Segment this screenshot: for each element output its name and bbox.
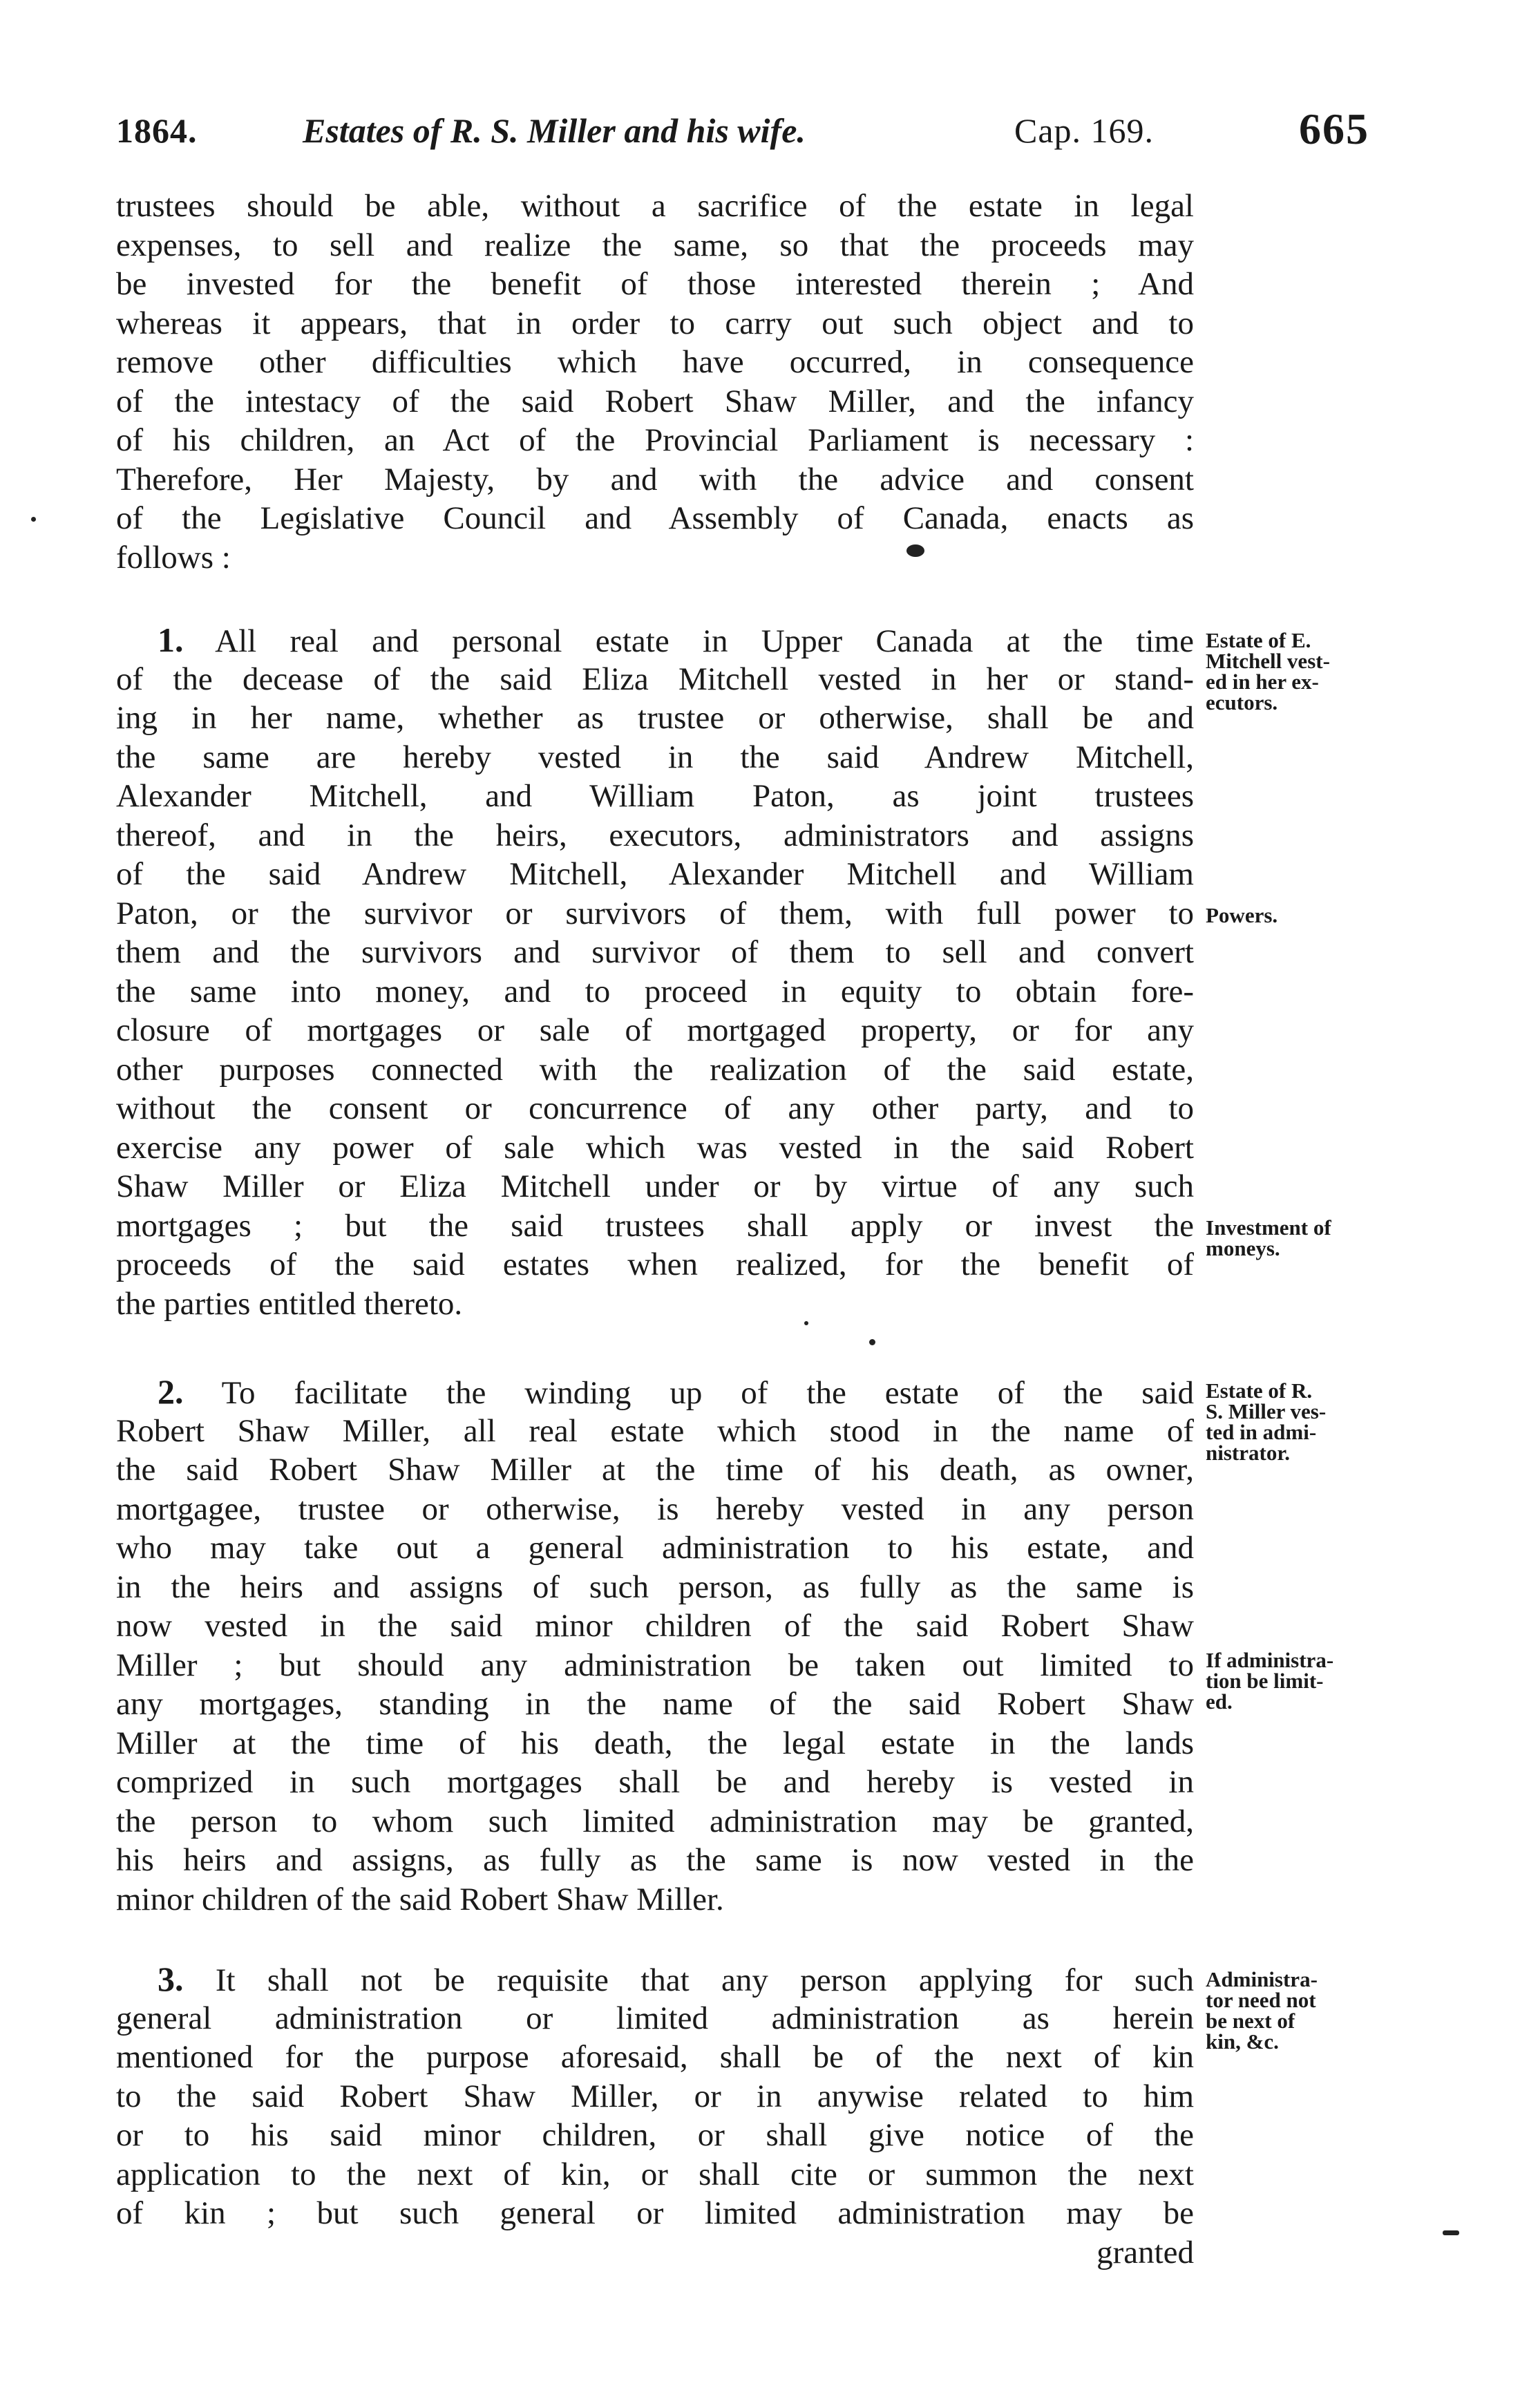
section-number: 3.	[158, 1960, 184, 1998]
text-line: of the intestacy of the said Robert Shaw Miller, and the infancy	[116, 383, 1194, 419]
margin-note: Powers.	[1206, 903, 1278, 927]
text-line: Therefore, Her Majesty, by and with the advice and consent	[116, 461, 1194, 497]
text-line: Miller at the time of his death, the legal estate in the lands	[116, 1725, 1194, 1761]
text-line: or to his said minor children, or shall give notice of the	[116, 2117, 1194, 2153]
text-line: minor children of the said Robert Shaw Miller.	[116, 1881, 724, 1917]
section-text: All real and personal estate in Upper Canada at the time	[183, 623, 1194, 659]
text-line: proceeds of the said estates when realized, for the benefit of	[116, 1246, 1194, 1282]
section-text: It shall not be requisite that any person applying for such	[183, 1962, 1194, 1998]
section-text: To facilitate the winding up of the estate of the said	[183, 1375, 1194, 1411]
text-line: expenses, to sell and realize the same, so that the proceeds may	[116, 227, 1194, 263]
text-line: exercise any power of sale which was vested in the said Robert	[116, 1129, 1194, 1166]
text-line: other purposes connected with the realization of the said estate,	[116, 1051, 1194, 1088]
text-line: who may take out a general administration to his estate, and	[116, 1530, 1194, 1566]
margin-note: Administra- tor need not be next of kin, &c.	[1206, 1967, 1318, 2054]
margin-note: Investment of moneys.	[1206, 1215, 1331, 1260]
header-title: Estates of R. S. Miller and his wife.	[303, 111, 806, 150]
text-line: the said Robert Shaw Miller at the time of his death, as owner,	[116, 1452, 1194, 1488]
text-line: of the Legislative Council and Assembly of Canada, enacts as	[116, 500, 1194, 536]
margin-note: Estate of E. Mitchell vest- ed in her ex- ecutors.	[1206, 628, 1330, 714]
ink-blot	[906, 544, 924, 557]
header-year: 1864.	[116, 111, 198, 150]
text-line: ing in her name, whether as trustee or otherwise, shall be and	[116, 700, 1194, 736]
margin-note: If administra- tion be limit- ed.	[1206, 1648, 1334, 1714]
header-chapter: Cap. 169.	[1014, 111, 1155, 150]
text-line: be invested for the benefit of those interested therein ; And	[116, 266, 1194, 302]
section-number: 1.	[158, 620, 184, 659]
text-line: of the said Andrew Mitchell, Alexander Mitchell and William	[116, 856, 1194, 892]
text-line: comprized in such mortgages shall be and hereby is vested in	[116, 1764, 1194, 1800]
running-header	[116, 104, 1387, 166]
text-line: mentioned for the purpose aforesaid, shall be of the next of kin	[116, 2039, 1194, 2075]
text-line: mortgages ; but the said trustees shall apply or invest the	[116, 1207, 1194, 1244]
section-1	[116, 620, 1194, 1323]
text-line: general administration or limited administration as herein	[116, 2000, 1194, 2036]
text-line: the same into money, and to proceed in equity to obtain fore-	[116, 973, 1194, 1009]
text-line: whereas it appears, that in order to carry out such object and to	[116, 305, 1194, 341]
text-line: of his children, an Act of the Provincial Parliament is necessary :	[116, 422, 1194, 458]
text-line: in the heirs and assigns of such person, as fully as the same is	[116, 1568, 1194, 1605]
text-line: Shaw Miller or Eliza Mitchell under or by virtue of any such	[116, 1168, 1194, 1204]
text-line: of the decease of the said Eliza Mitchell vested in her or stand-	[116, 661, 1194, 697]
section-number: 2.	[158, 1372, 184, 1411]
text-line: trustees should be able, without a sacrifice of the estate in legal	[116, 188, 1194, 224]
page-number: 665	[1299, 104, 1369, 153]
text-line: them and the survivors and survivor of them to sell and convert	[116, 934, 1194, 970]
section-first-line	[116, 1372, 1194, 1412]
ink-speck	[804, 1321, 808, 1325]
text-line: to the said Robert Shaw Miller, or in anywise related to him	[116, 2078, 1194, 2114]
section-first-line	[116, 620, 1194, 660]
ink-speck	[31, 517, 36, 522]
section-3	[116, 1960, 1194, 2272]
text-line: the same are hereby vested in the said Andrew Mitchell,	[116, 739, 1194, 775]
section-first-line	[116, 1960, 1194, 1999]
text-line: mortgagee, trustee or otherwise, is hereby vested in any person	[116, 1490, 1194, 1527]
text-line: follows :	[116, 539, 231, 576]
text-line: Alexander Mitchell, and William Paton, as joint trustees	[116, 778, 1194, 814]
preamble	[116, 187, 1194, 577]
text-line: the parties entitled thereto.	[116, 1285, 463, 1322]
ink-speck	[1443, 2230, 1459, 2235]
text-line: closure of mortgages or sale of mortgaged property, or for any	[116, 1012, 1194, 1048]
catchword: granted	[1096, 2234, 1194, 2270]
text-line: Miller ; but should any administration be taken out limited to	[116, 1647, 1194, 1683]
text-line: Paton, or the survivor or survivors of them, with full power to	[116, 895, 1194, 931]
text-line: Robert Shaw Miller, all real estate which stood in the name of	[116, 1412, 1194, 1449]
text-line: thereof, and in the heirs, executors, administrators and assigns	[116, 817, 1194, 853]
ink-speck	[869, 1339, 875, 1345]
text-line: the person to whom such limited administration may be granted,	[116, 1803, 1194, 1839]
text-line: application to the next of kin, or shall cite or summon the next	[116, 2156, 1194, 2192]
text-line: any mortgages, standing in the name of the said Robert Shaw	[116, 1686, 1194, 1722]
text-line: now vested in the said minor children of the said Robert Shaw	[116, 1608, 1194, 1644]
margin-note: Estate of R. S. Miller ves- ted in admi- nistrator.	[1206, 1378, 1327, 1465]
text-line: remove other difficulties which have occurred, in consequence	[116, 344, 1194, 380]
text-line: his heirs and assigns, as fully as the same is now vested in the	[116, 1842, 1194, 1878]
section-2	[116, 1372, 1194, 1919]
text-line: of kin ; but such general or limited administration may be	[116, 2195, 1194, 2231]
text-line: without the consent or concurrence of any other party, and to	[116, 1090, 1194, 1126]
